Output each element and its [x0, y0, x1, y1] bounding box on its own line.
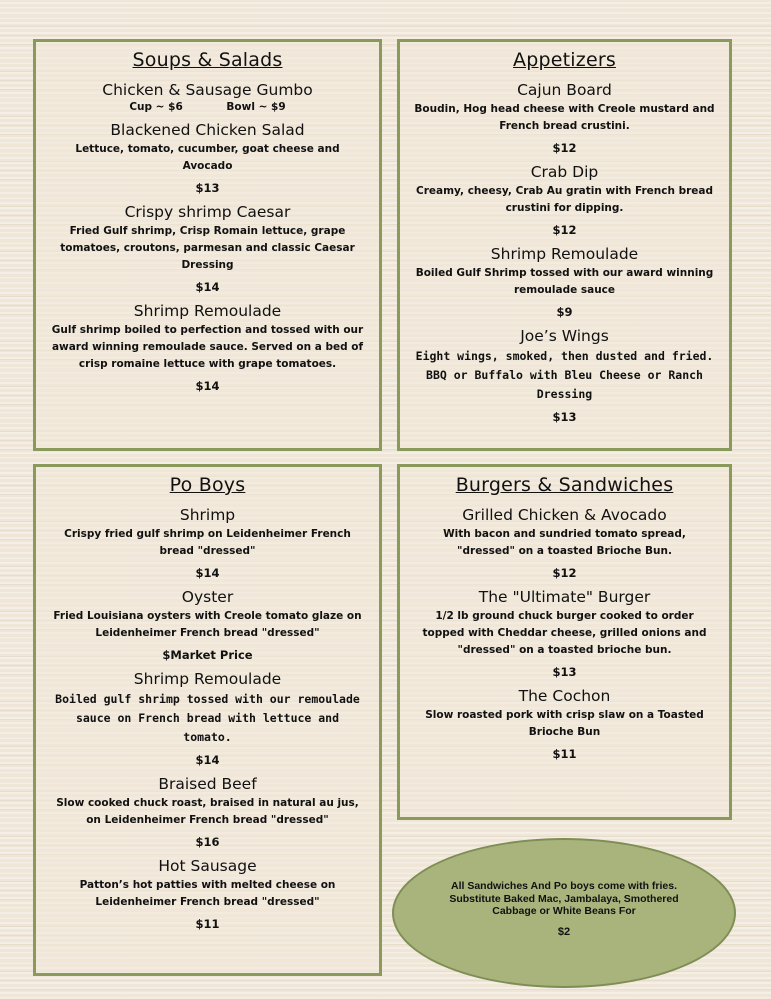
item-description: Slow roasted pork with crisp slaw on a Toasted Brioche Bun: [425, 709, 704, 738]
item-description: Creamy, cheesy, Crab Au gratin with French bread crustini for dipping.: [416, 185, 713, 214]
menu-item: [44, 302, 371, 393]
item-price: $Market Price: [162, 648, 253, 662]
item-description: Eight wings, smoked, then dusted and fried. BBQ or Buffalo with Bleu Cheese or Ranch Dressing: [415, 349, 714, 401]
menu-item: [408, 81, 721, 155]
gumbo-sizes: [44, 101, 371, 113]
item-description: Fried Louisiana oysters with Creole tomato glaze on Leidenheimer French bread "dressed": [53, 610, 362, 639]
menu-item: [408, 245, 721, 319]
item-description: With bacon and sundried tomato spread, "dressed" on a toasted Brioche Bun.: [443, 528, 686, 557]
menu-item: [408, 327, 721, 424]
item-name: The "Ultimate" Burger: [478, 588, 651, 606]
menu-item: [408, 588, 721, 679]
item-name: Blackened Chicken Salad: [110, 121, 305, 139]
item-price: $14: [195, 379, 220, 393]
menu-item: [44, 506, 371, 580]
menu-item: [44, 121, 371, 195]
item-name: Crispy shrimp Caesar: [124, 203, 291, 221]
bowl-price: Bowl ~ $9: [226, 101, 286, 113]
burgers-sandwiches-title: Burgers & Sandwiches: [455, 474, 674, 496]
menu-item: [408, 506, 721, 580]
menu-item: [408, 163, 721, 237]
item-price: $14: [195, 280, 220, 294]
menu-item: [44, 857, 371, 931]
item-description: Boiled gulf shrimp tossed with our remoulade sauce on French bread with lettuce and tomato.: [55, 692, 360, 744]
item-name: Hot Sausage: [158, 857, 257, 875]
item-price: $14: [195, 566, 220, 580]
burgers-sandwiches-panel: [397, 464, 732, 820]
soups-salads-title: Soups & Salads: [132, 49, 283, 71]
item-name: Shrimp Remoulade: [133, 302, 282, 320]
item-name: Chicken & Sausage Gumbo: [102, 81, 313, 99]
item-description: Gulf shrimp boiled to perfection and tossed with our award winning remoulade sauce. Served on a bed of crisp romaine lettuce with grape tomatoes.: [51, 324, 364, 370]
po-boys-panel: [33, 464, 382, 976]
item-description: Crispy fried gulf shrimp on Leidenheimer French bread "dressed": [64, 528, 351, 557]
item-price: $12: [552, 141, 577, 155]
sides-note-price: $2: [557, 925, 571, 938]
item-name: Grilled Chicken & Avocado: [462, 506, 667, 524]
item-price: $16: [195, 835, 220, 849]
menu-item: [44, 670, 371, 767]
item-name: Oyster: [181, 588, 234, 606]
item-description: Fried Gulf shrimp, Crisp Romain lettuce, grape tomatoes, croutons, parmesan and classic Caesar Dressing: [60, 225, 355, 271]
item-name: Shrimp Remoulade: [490, 245, 639, 263]
item-name: Shrimp Remoulade: [133, 670, 282, 688]
item-description: Boudin, Hog head cheese with Creole mustard and French bread crustini.: [414, 103, 715, 132]
appetizers-title: Appetizers: [513, 49, 616, 71]
menu-item: [44, 588, 371, 662]
menu-item: [44, 775, 371, 849]
sides-note-oval: [392, 838, 736, 988]
item-price: $12: [552, 223, 577, 237]
item-price: $13: [195, 181, 220, 195]
menu-item: [44, 203, 371, 294]
menu-item: [408, 687, 721, 761]
cup-price: Cup ~ $6: [129, 101, 183, 113]
item-price: $11: [552, 747, 577, 761]
appetizers-panel: [397, 39, 732, 451]
po-boys-title: Po Boys: [169, 474, 246, 496]
item-price: $13: [552, 665, 577, 679]
item-name: The Cochon: [518, 687, 611, 705]
item-description: Lettuce, tomato, cucumber, goat cheese and Avocado: [75, 143, 340, 172]
sides-note-text: All Sandwiches And Po boys come with fries. Substitute Baked Mac, Jambalaya, Smothered Cabbage or White Beans For: [449, 880, 679, 917]
item-description: Slow cooked chuck roast, braised in natural au jus, on Leidenheimer French bread "dressed": [56, 797, 359, 826]
item-description: 1/2 lb ground chuck burger cooked to order topped with Cheddar cheese, grilled onions and "dressed" on a toasted brioche bun.: [422, 610, 707, 656]
soups-salads-panel: [33, 39, 382, 451]
item-name: Crab Dip: [530, 163, 599, 181]
item-price: $13: [552, 410, 577, 424]
menu-item: [44, 81, 371, 113]
item-price: $9: [556, 305, 573, 319]
item-name: Shrimp: [179, 506, 236, 524]
item-price: $14: [195, 753, 220, 767]
item-description: Boiled Gulf Shrimp tossed with our award winning remoulade sauce: [415, 267, 714, 296]
item-name: Cajun Board: [517, 81, 612, 99]
item-name: Joe’s Wings: [520, 327, 609, 345]
item-description: Patton’s hot patties with melted cheese on Leidenheimer French bread "dressed": [79, 879, 336, 908]
item-name: Braised Beef: [158, 775, 257, 793]
item-price: $11: [195, 917, 220, 931]
item-price: $12: [552, 566, 577, 580]
